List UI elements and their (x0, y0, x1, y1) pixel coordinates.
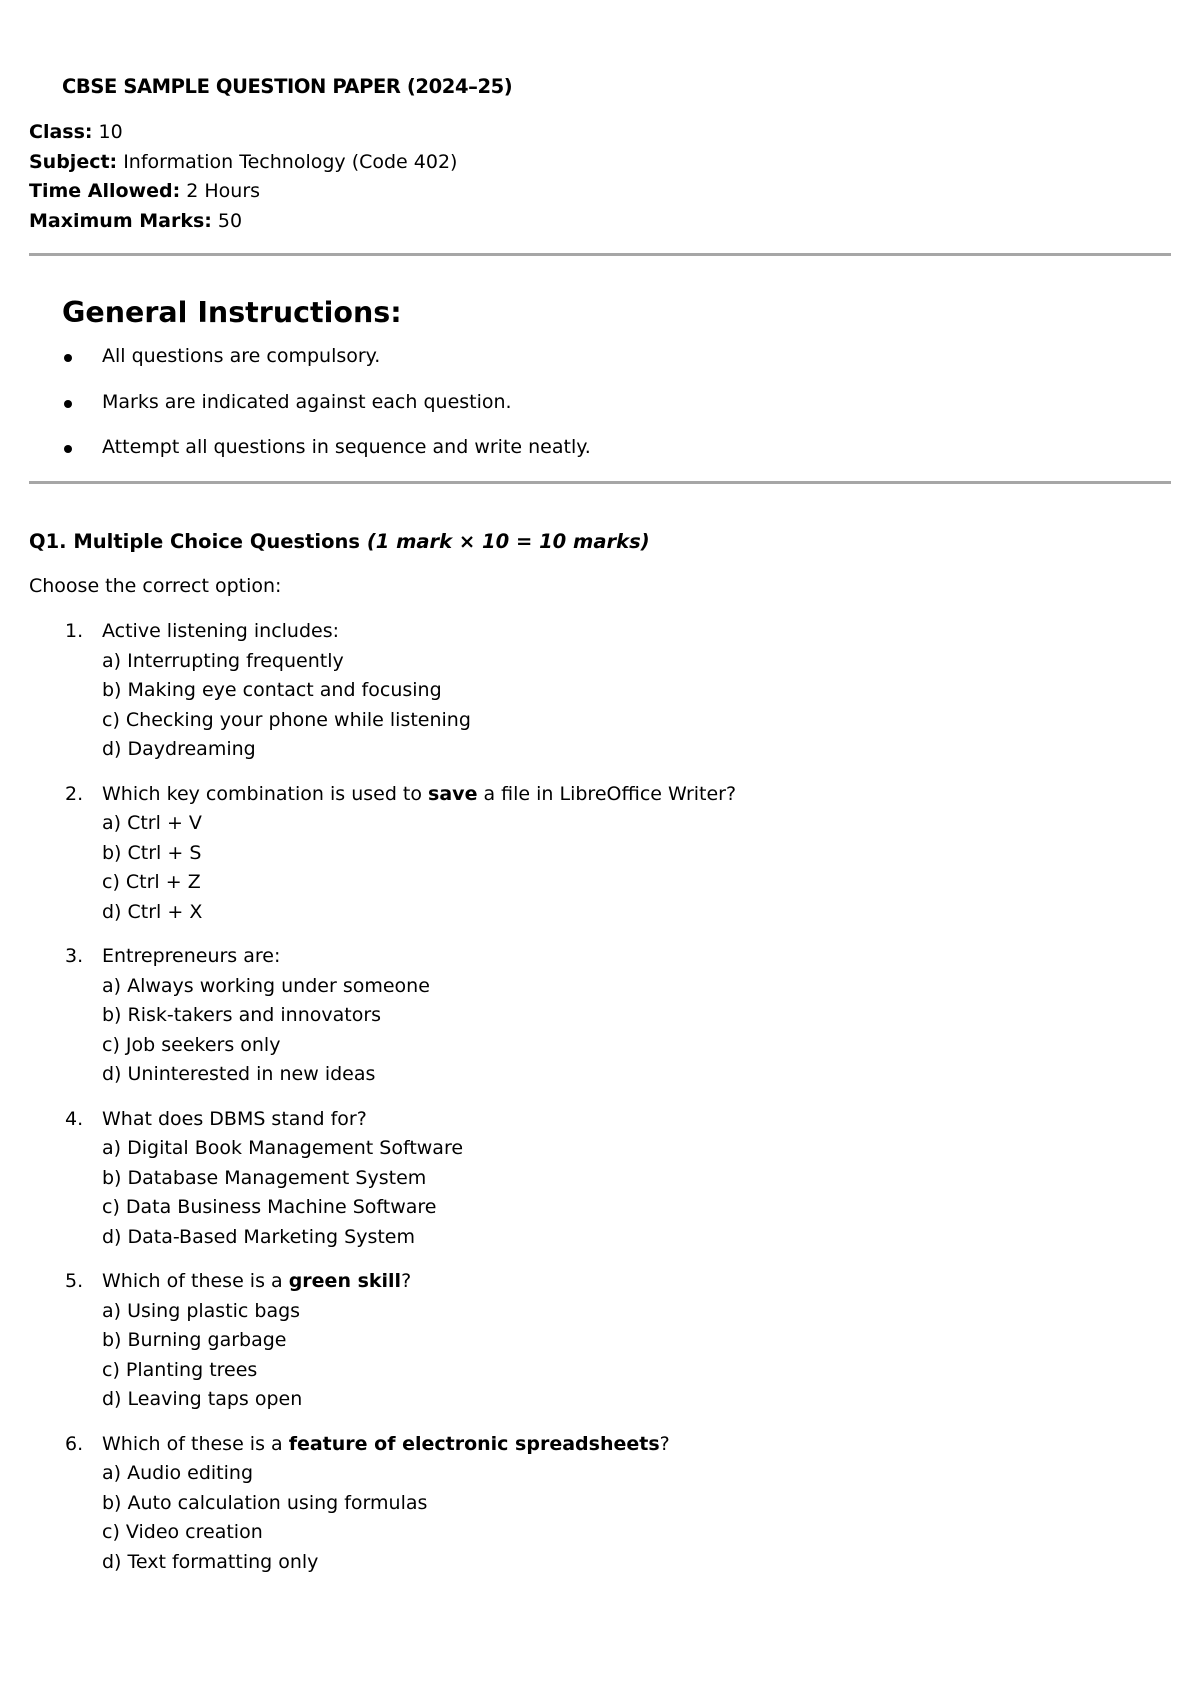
option-a: a) Digital Book Management Software (102, 1137, 464, 1159)
question-text-pre: Active listening includes: (102, 620, 340, 642)
option-d: d) Text formatting only (102, 1550, 319, 1573)
question-text (102, 617, 736, 647)
meta-value: 10 (98, 121, 123, 143)
divider-top (29, 253, 1171, 256)
instruction-text: Marks are indicated against each question. (102, 390, 512, 413)
question-text-post: ? (659, 1432, 670, 1455)
question-number: 4. (65, 1107, 84, 1130)
question-list (29, 617, 736, 1592)
bullet-icon (64, 445, 72, 453)
instruction-text: Attempt all questions in sequence and write neatly. (102, 436, 591, 458)
option-a: a) Audio editing (102, 1462, 253, 1484)
meta-class (29, 118, 457, 148)
question-item (29, 942, 736, 1090)
option-a: a) Using plastic bags (102, 1299, 301, 1322)
option-a: a) Interrupting frequently (102, 649, 344, 672)
bullet-icon (64, 400, 72, 408)
question-text-post: ? (401, 1270, 412, 1292)
option-c: c) Video creation (102, 1521, 263, 1543)
section-marks: (1 mark × 10 = 10 marks) (366, 530, 650, 553)
divider-bottom (29, 481, 1171, 484)
question-item (29, 617, 736, 765)
instruction-item (29, 342, 591, 388)
instructions-heading: General Instructions: (62, 296, 402, 329)
instruction-item (29, 433, 591, 479)
section-title: Q1. Multiple Choice Questions (29, 530, 361, 553)
option-c: c) Planting trees (102, 1358, 258, 1381)
option-d: d) Ctrl + X (102, 900, 203, 923)
question-text-bold: green skill (288, 1270, 402, 1292)
question-number: 6. (65, 1432, 84, 1455)
option-a: a) Always working under someone (102, 974, 430, 997)
option-c: c) Checking your phone while listening (102, 708, 471, 731)
question-text-bold: feature of electronic spreadsheets (288, 1432, 660, 1455)
option-c: c) Ctrl + Z (102, 871, 201, 893)
section-intro: Choose the correct option: (29, 575, 282, 597)
question-text-pre: What does DBMS stand for? (102, 1107, 367, 1130)
option-b: b) Database Management System (102, 1166, 427, 1189)
option-d: d) Daydreaming (102, 738, 256, 760)
question-text (102, 942, 736, 972)
paper-title: CBSE SAMPLE QUESTION PAPER (2024–25) (62, 75, 513, 98)
section-heading (29, 527, 650, 557)
instruction-text: All questions are compulsory. (102, 345, 381, 367)
option-b: b) Burning garbage (102, 1329, 287, 1351)
option-d: d) Uninterested in new ideas (102, 1063, 376, 1085)
option-b: b) Making eye contact and focusing (102, 679, 442, 701)
question-text (102, 780, 736, 810)
question-item (29, 1105, 736, 1253)
meta-label: Maximum Marks: (29, 209, 212, 232)
meta-value: 2 Hours (186, 180, 261, 202)
question-text-pre: Entrepreneurs are: (102, 945, 281, 967)
question-text-post: a file in LibreOffice Writer? (477, 782, 737, 805)
question-text-pre: Which of these is a (102, 1432, 289, 1455)
question-text (102, 1267, 736, 1297)
question-item (29, 1430, 736, 1578)
question-number: 1. (65, 620, 84, 642)
option-b: b) Ctrl + S (102, 841, 202, 864)
bullet-icon (64, 354, 72, 362)
meta-subject (29, 148, 457, 178)
question-text-bold: save (428, 782, 478, 805)
question-item (29, 780, 736, 928)
meta-label: Subject: (29, 150, 118, 173)
meta-time-allowed (29, 177, 457, 207)
meta-value: Information Technology (Code 402) (123, 150, 458, 173)
option-b: b) Risk-takers and innovators (102, 1004, 382, 1026)
instruction-item (29, 388, 591, 434)
question-text-pre: Which key combination is used to (102, 782, 429, 805)
question-item (29, 1267, 736, 1415)
meta-value: 50 (217, 209, 243, 232)
option-c: c) Job seekers only (102, 1033, 281, 1056)
meta-label: Time Allowed: (29, 180, 181, 202)
question-number: 3. (65, 945, 84, 967)
instructions-list (29, 342, 591, 479)
option-b: b) Auto calculation using formulas (102, 1491, 428, 1514)
meta-maximum-marks (29, 207, 457, 237)
paper-meta (29, 118, 457, 236)
question-text (102, 1105, 736, 1135)
option-c: c) Data Business Machine Software (102, 1196, 437, 1218)
option-d: d) Data-Based Marketing System (102, 1225, 416, 1248)
question-number: 2. (65, 782, 84, 805)
meta-label: Class: (29, 121, 93, 143)
question-number: 5. (65, 1270, 84, 1292)
option-d: d) Leaving taps open (102, 1388, 303, 1410)
option-a: a) Ctrl + V (102, 812, 202, 834)
question-text-pre: Which of these is a (102, 1270, 289, 1292)
question-text (102, 1430, 736, 1460)
